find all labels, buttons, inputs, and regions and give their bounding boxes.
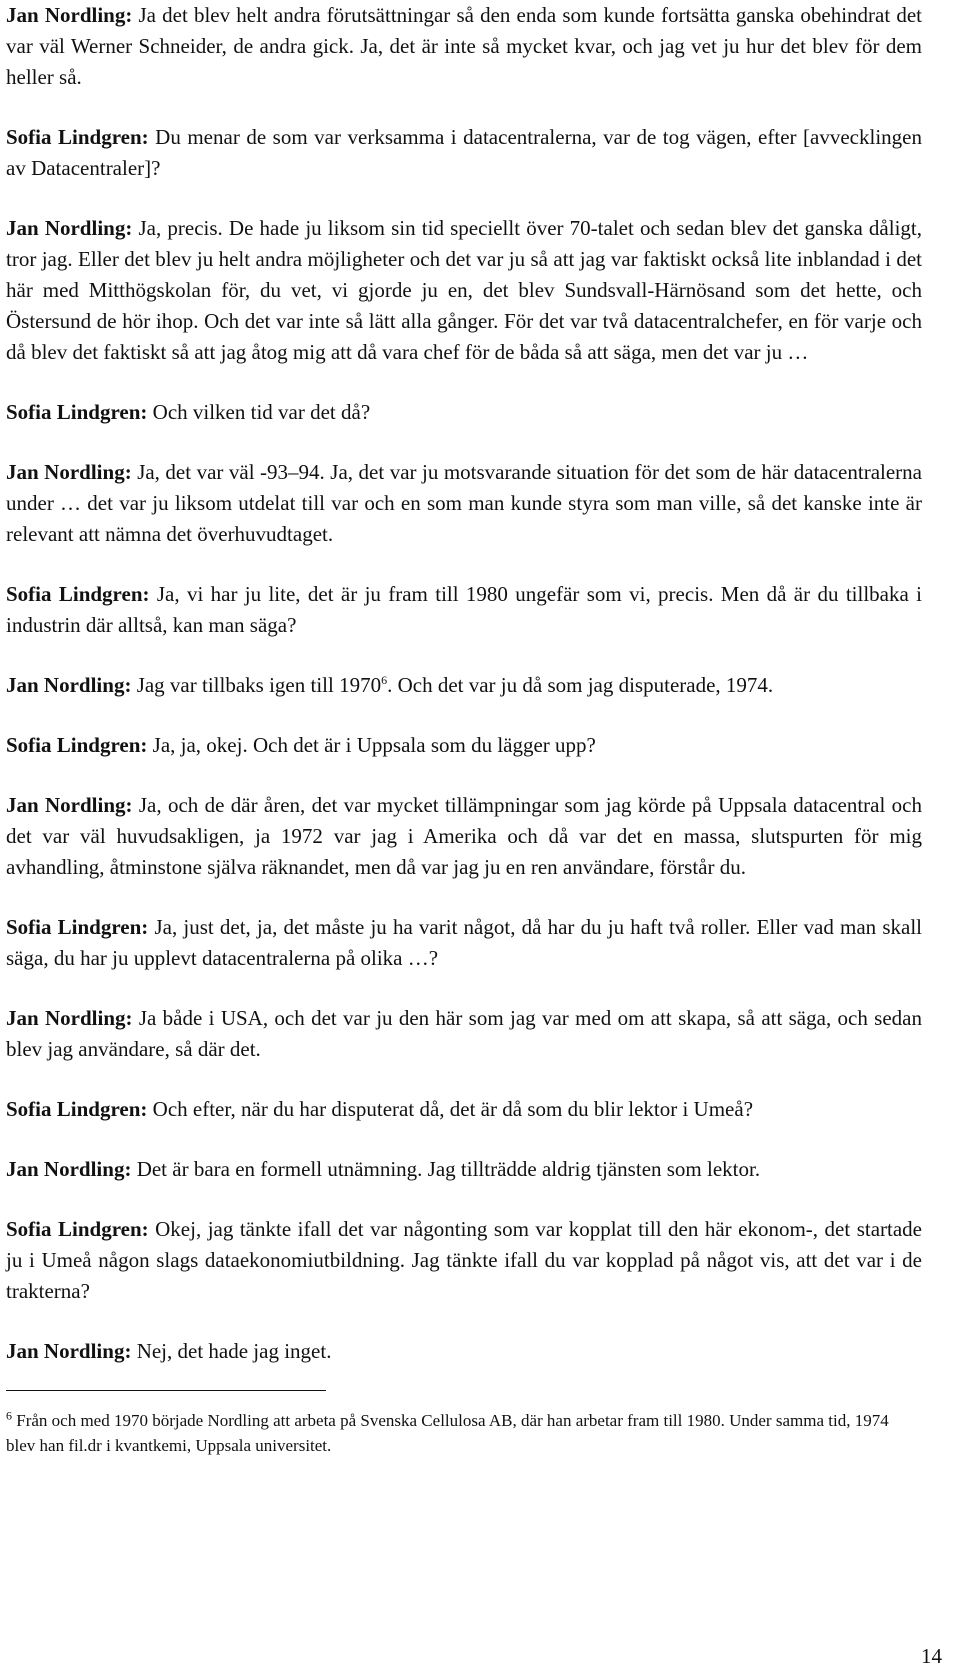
turn-text: Ja, precis. De hade ju liksom sin tid speciellt över 70-talet och sedan blev det ganska dåligt, tror jag. Eller det blev ju helt andra möjligheter och det var ju så att jag var faktiskt också lite inblandad i det här med Mitthögskolan för, du vet, vi gjorde ju en, det blev Sundsvall-Härnösand som det hette, och Östersund de hör ihop. Och det var inte så lätt alla gånger. För det var två datacentralchefer, en för varje och då blev det faktiskt så att jag åtog mig att då vara chef för de båda så att säga, men det var ju …: [6, 216, 923, 364]
turn-text: Det är bara en formell utnämning. Jag tillträdde aldrig tjänsten som lektor.: [131, 1157, 761, 1181]
speaker-name: Jan Nordling:: [6, 460, 132, 484]
transcript-turn: [6, 670, 922, 701]
speaker-name: Jan Nordling:: [6, 673, 132, 697]
speaker-name: Jan Nordling:: [6, 1006, 133, 1030]
turn-text: Du menar de som var verksamma i datacentralerna, var de tog vägen, efter [avvecklingen av Datacentraler]?: [6, 125, 922, 180]
turn-text: Ja, och de där åren, det var mycket tillämpningar som jag körde på Uppsala datacentral och det var väl huvudsakligen, ja 1972 var jag i Amerika och då var det en massa, slutspurten för mig avhandling, åtminstone själva räknandet, men då var jag ju en ren användare, förstår du.: [6, 793, 922, 879]
footnote-text: Från och med 1970 började Nordling att arbeta på Svenska Cellulosa AB, där han arbetar fram till 1980. Under samma tid, 1974 blev han fil.dr i kvantkemi, Uppsala universitet.: [6, 1411, 889, 1455]
turn-text: Ja, vi har ju lite, det är ju fram till 1980 ungefär som vi, precis. Men då är du tillbaka i industrin där alltså, kan man säga?: [6, 582, 922, 637]
turn-text-continued: . Och det var ju då som jag disputerade, 1974.: [387, 673, 774, 697]
transcript-turn: [6, 457, 922, 550]
speaker-name: Jan Nordling:: [6, 793, 133, 817]
speaker-name: Sofia Lindgren:: [6, 125, 149, 149]
transcript-turn: [6, 790, 922, 883]
transcript-turn: [6, 1336, 922, 1367]
turn-text: Ja, ja, okej. Och det är i Uppsala som du lägger upp?: [147, 733, 596, 757]
turn-text: Och efter, när du har disputerat då, det är då som du blir lektor i Umeå?: [147, 1097, 754, 1121]
transcript: [6, 0, 922, 1367]
speaker-name: Jan Nordling:: [6, 3, 133, 27]
speaker-name: Jan Nordling:: [6, 1339, 132, 1363]
turn-text: Ja det blev helt andra förutsättningar så den enda som kunde fortsätta ganska obehindrat det var väl Werner Schneider, de andra gick. Ja, det är inte så mycket kvar, och jag vet ju hur det blev för dem heller så.: [6, 3, 923, 89]
transcript-turn: [6, 1003, 922, 1065]
transcript-turn: [6, 1214, 922, 1307]
page-number: 14: [921, 1644, 942, 1668]
footnote-reference[interactable]: 6: [381, 673, 388, 687]
turn-text: Okej, jag tänkte ifall det var någonting som var kopplat till den här ekonom-, det startade ju i Umeå någon slags dataekonomiutbildning. Jag tänkte ifall du var kopplad på något vis, att det var i de trakterna?: [6, 1217, 922, 1303]
speaker-name: Sofia Lindgren:: [6, 1097, 148, 1121]
turn-text: Ja både i USA, och det var ju den här som jag var med om att skapa, så att säga, och sedan blev jag användare, så där det.: [6, 1006, 922, 1061]
turn-text: Jag var tillbaks igen till 1970: [131, 673, 382, 697]
transcript-turn: [6, 397, 922, 428]
turn-text: Ja, just det, ja, det måste ju ha varit något, då har du ju haft två roller. Eller vad man skall säga, du har ju upplevt datacentralerna på olika …?: [6, 915, 922, 970]
speaker-name: Sofia Lindgren:: [6, 733, 148, 757]
speaker-name: Sofia Lindgren:: [6, 915, 149, 939]
transcript-turn: [6, 1094, 922, 1125]
turn-text: Nej, det hade jag inget.: [131, 1339, 332, 1363]
footnote: [6, 1408, 922, 1458]
transcript-turn: [6, 912, 922, 974]
transcript-turn: [6, 730, 922, 761]
turn-text: Ja, det var väl -93–94. Ja, det var ju motsvarande situation för det som de här datacentralerna under … det var ju liksom utdelat till var och en som man kunde styra som man ville, så det kanske inte är relevant att nämna det överhuvudtaget.: [6, 460, 922, 546]
transcript-turn: [6, 579, 922, 641]
footnote-divider: [6, 1390, 326, 1391]
turn-text: Och vilken tid var det då?: [147, 400, 371, 424]
speaker-name: Sofia Lindgren:: [6, 400, 148, 424]
transcript-turn: [6, 0, 922, 93]
footnote-marker: 6: [6, 1408, 12, 1423]
transcript-turn: [6, 122, 922, 184]
speaker-name: Jan Nordling:: [6, 1157, 132, 1181]
speaker-name: Sofia Lindgren:: [6, 582, 150, 606]
transcript-turn: [6, 1154, 922, 1185]
transcript-turn: [6, 213, 922, 368]
speaker-name: Sofia Lindgren:: [6, 1217, 149, 1241]
speaker-name: Jan Nordling:: [6, 216, 133, 240]
